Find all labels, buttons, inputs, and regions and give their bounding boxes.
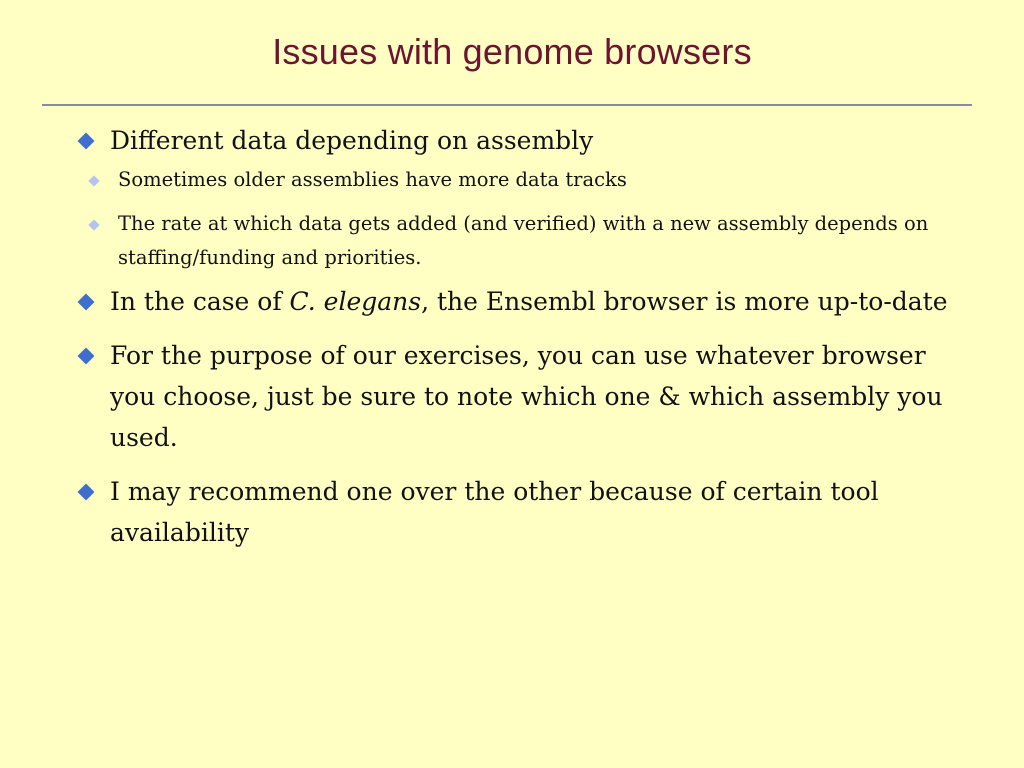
small-diamond-bullet-icon [88, 219, 99, 230]
bullet-item [74, 120, 974, 161]
small-diamond-bullet-icon [88, 175, 99, 186]
bullet-text-pre: In the case of [110, 287, 290, 316]
sub-bullet-text: The rate at which data gets added (and verified) with a new assembly depends on staffing/funding and priorities. [118, 212, 929, 269]
sub-bullet-item [74, 163, 974, 197]
diamond-bullet-icon [78, 133, 95, 150]
slide-title: Issues with genome browsers [272, 31, 752, 72]
bullet-text: For the purpose of our exercises, you can use whatever browser you choose, just be sure to note which one & which assembly you used. [110, 341, 943, 452]
bullet-item [74, 281, 974, 322]
bullet-list [74, 120, 974, 553]
bullet-item [74, 335, 974, 458]
diamond-bullet-icon [78, 294, 95, 311]
diamond-bullet-icon [78, 348, 95, 365]
bullet-text: Different data depending on assembly [110, 126, 594, 155]
diamond-bullet-icon [78, 484, 95, 501]
species-name: C. elegans [289, 287, 422, 316]
bullet-text-post: , the Ensembl browser is more up-to-date [421, 287, 948, 316]
title-divider [42, 104, 972, 106]
sub-bullet-item [74, 207, 974, 275]
bullet-item [74, 471, 974, 553]
bullet-text: I may recommend one over the other because of certain tool availability [110, 477, 879, 547]
sub-bullet-list [74, 163, 974, 275]
sub-bullet-text: Sometimes older assemblies have more data tracks [118, 168, 627, 191]
